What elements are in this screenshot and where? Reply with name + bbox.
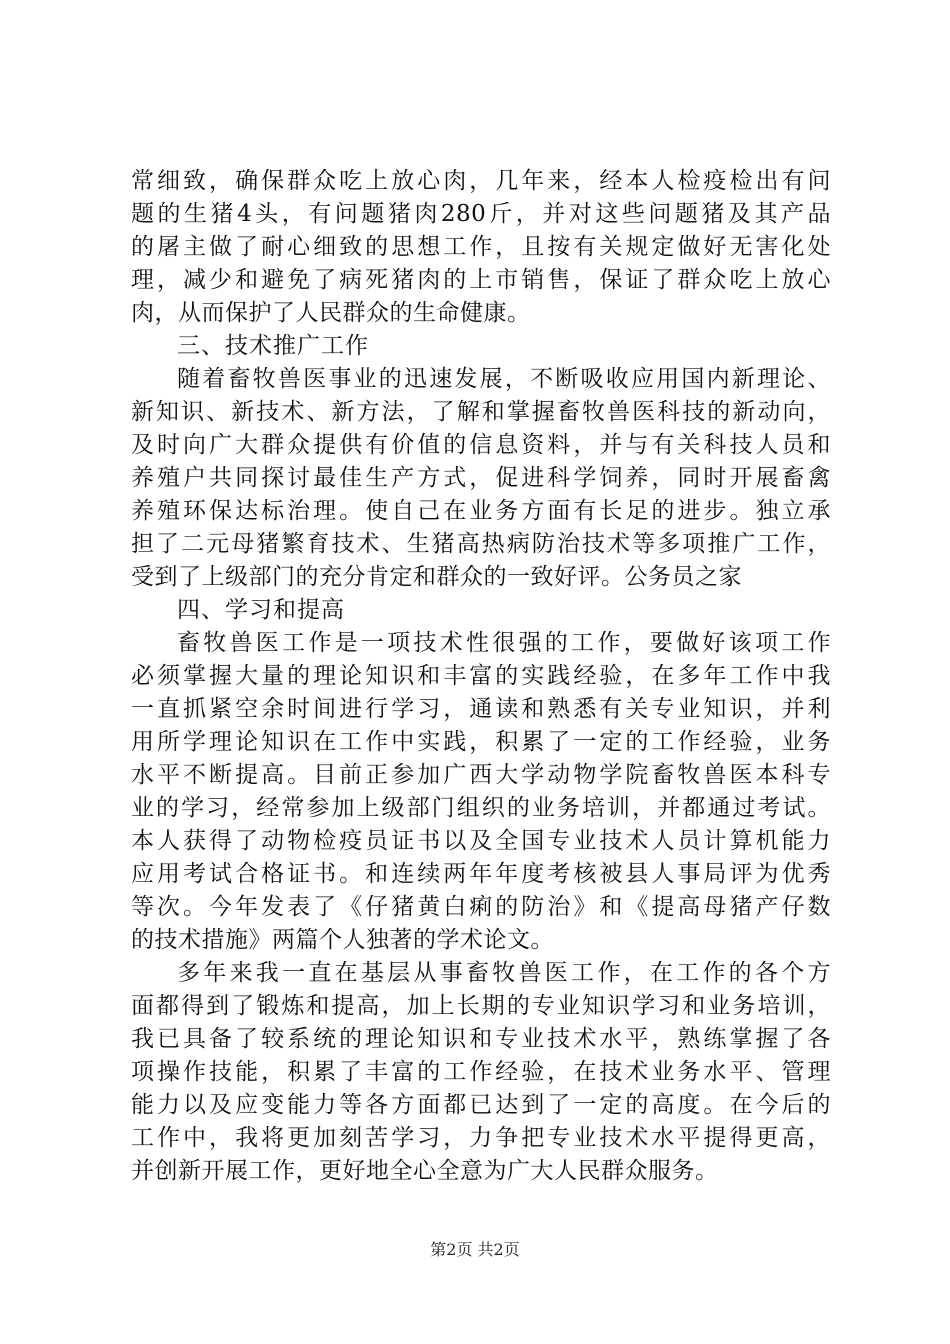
- text-line: 的技术措施》两篇个人独著的学术论文。: [131, 927, 554, 953]
- text-line: 常细致，确保群众吃上放心肉，几年来，经本人检疫检出有问: [131, 168, 831, 194]
- text-line: 等次。今年发表了《仔猪黄白痢的防治》和《提高母猪产仔数: [131, 894, 831, 920]
- text-line: 随着畜牧兽医事业的迅速发展，不断吸收应用国内新理论、: [177, 366, 831, 392]
- text-line: 工作中，我将更加刻苦学习，力争把专业技术水平提得更高，: [131, 1125, 831, 1151]
- text-line: 用所学理论知识在工作中实践，积累了一定的工作经验，业务: [131, 729, 831, 755]
- text-line: 新知识、新技术、新方法，了解和掌握畜牧兽医科技的新动向，: [131, 399, 831, 425]
- text-line: 担了二元母猪繁育技术、生猪高热病防治技术等多项推广工作，: [131, 531, 831, 557]
- text-line: 题的生猪4头，有问题猪肉280斤，并对这些问题猪及其产品: [131, 201, 831, 227]
- text-line: 应用考试合格证书。和连续两年年度考核被县人事局评为优秀: [131, 861, 831, 887]
- text-line: 项操作技能，积累了丰富的工作经验，在技术业务水平、管理: [131, 1059, 831, 1085]
- text-line: 一直抓紧空余时间进行学习，通读和熟悉有关专业知识，并利: [131, 696, 831, 722]
- text-line: 理，减少和避免了病死猪肉的上市销售，保证了群众吃上放心: [131, 267, 831, 293]
- text-line: 及时向广大群众提供有价值的信息资料，并与有关科技人员和: [131, 432, 831, 458]
- text-line: 的屠主做了耐心细致的思想工作，且按有关规定做好无害化处: [131, 234, 831, 260]
- text-line: 肉，从而保护了人民群众的生命健康。: [131, 300, 531, 326]
- section-heading: 三、技术推广工作: [177, 333, 369, 359]
- text-line: 受到了上级部门的充分肯定和群众的一致好评。公务员之家: [131, 564, 742, 590]
- section-heading: 四、学习和提高: [177, 597, 345, 623]
- text-line: 养殖户共同探讨最佳生产方式，促进科学饲养，同时开展畜禽: [131, 465, 831, 491]
- text-line: 业的学习，经常参加上级部门组织的业务培训，并都通过考试。: [131, 795, 831, 821]
- text-line: 水平不断提高。目前正参加广西大学动物学院畜牧兽医本科专: [131, 762, 831, 788]
- text-line: 能力以及应变能力等各方面都已达到了一定的高度。在今后的: [131, 1092, 831, 1118]
- text-line: 本人获得了动物检疫员证书以及全国专业技术人员计算机能力: [131, 828, 831, 854]
- text-line: 我已具备了较系统的理论知识和专业技术水平，熟练掌握了各: [131, 1026, 831, 1052]
- text-line: 畜牧兽医工作是一项技术性很强的工作，要做好该项工作: [177, 630, 831, 656]
- text-line: 养殖环保达标治理。使自己在业务方面有长足的进步。独立承: [131, 498, 831, 524]
- text-line: 并创新开展工作，更好地全心全意为广大人民群众服务。: [131, 1158, 719, 1184]
- page-number-footer: 第2页 共2页: [430, 1240, 520, 1259]
- text-line: 面都得到了锻炼和提高，加上长期的专业知识学习和业务培训，: [131, 993, 831, 1019]
- text-line: 必须掌握大量的理论知识和丰富的实践经验，在多年工作中我: [131, 663, 831, 689]
- text-line: 多年来我一直在基层从事畜牧兽医工作，在工作的各个方: [177, 960, 831, 986]
